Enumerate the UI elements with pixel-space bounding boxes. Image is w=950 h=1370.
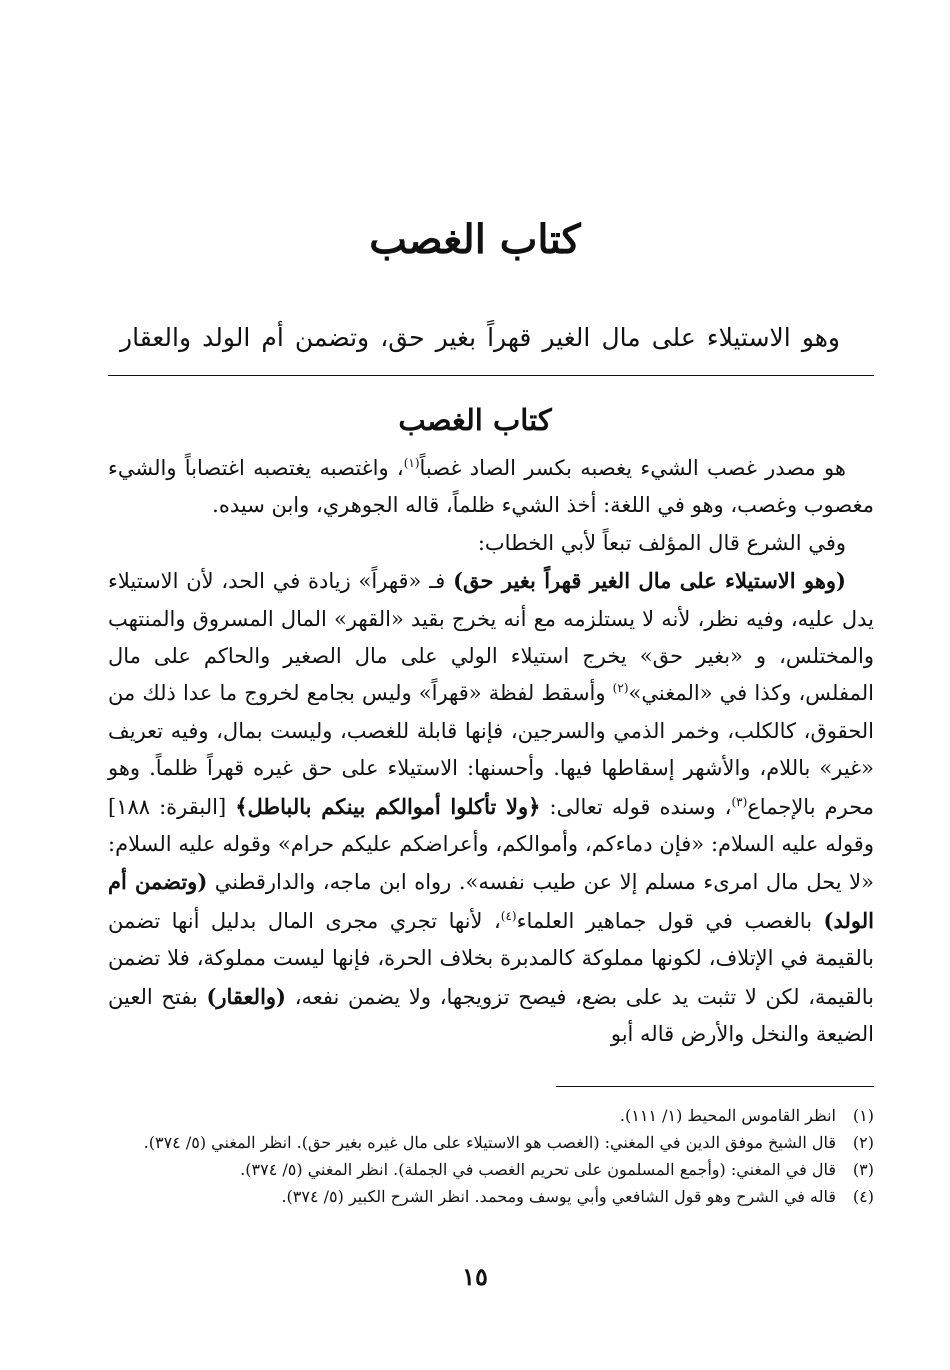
footnote-ref-1: (١)	[403, 456, 420, 470]
footnote-text: انظر القاموس المحيط (١/ ١١١).	[619, 1106, 836, 1125]
chapter-title: كتاب الغصب	[369, 216, 581, 263]
footnote-ref-2: (٢)	[612, 681, 629, 696]
p3-text-4: [البقرة: ١٨٨] وقوله عليه السلام: «فإن دماءكم، وأموالكم، وأعراضكم عليكم حرام» وقوله عليه السلام: «لا يحل مال امرىء مسلم إلا عن طيب نفسه». رواه ابن ماجه، والدارقطني	[108, 794, 874, 895]
matn-separator-rule	[108, 375, 874, 376]
footnote-item	[108, 1156, 874, 1183]
commentary-paragraph-1	[108, 450, 874, 525]
footnote-text: قال في المغني: (وأجمع المسلمون على تحريم الغصب في الجملة). انظر المغني (٥/ ٣٧٤).	[240, 1160, 836, 1179]
p3-text-3: ، وسنده قوله تعالى:	[540, 794, 732, 819]
p3-text-1: فـ «قهراً» زيادة في الحد، لأن الاستيلاء يدل عليه، وفيه نظر، لأنه لا يستلزمه مع أنه يخرج بقيد «القهر» المال المسروق والمنتهب والمختلس، و «بغير حق» يخرج استيلاء الولي على مال الصغير والحاكم على مال المفلس، وكذا في «المغني»	[108, 569, 874, 706]
p3-bold-matn-2: (وتضمن أم الولد)	[108, 869, 874, 933]
footnote-item	[108, 1183, 874, 1210]
commentary-paragraph-3	[108, 562, 874, 1053]
footnote-item	[108, 1102, 874, 1129]
footnote-number: (١)	[852, 1106, 874, 1125]
footnote-number: (٣)	[852, 1160, 874, 1179]
footnote-ref-4: (٤)	[500, 908, 517, 923]
commentary-paragraph-2: وفي الشرع قال المؤلف تبعاً لأبي الخطاب:	[477, 530, 846, 555]
footnotes-list	[108, 1102, 874, 1210]
footnote-text: قال الشيخ موفق الدين في المغني: (الغصب هو الاستيلاء على مال غيره بغير حق). انظر المغني (٥/ ٣٧٤).	[143, 1133, 836, 1152]
commentary-title: كتاب الغصب	[398, 403, 552, 437]
p1-text-1: هو مصدر غصب الشيء يغصبه بكسر الصاد غصباً	[419, 456, 846, 480]
matn-text: وهو الاستيلاء على مال الغير قهراً بغير حق، وتضمن أم الولد والعقار	[120, 323, 840, 352]
p3-bold-quran-verse: ﴿ولا تأكلوا أموالكم بينكم بالباطل﴾	[235, 793, 541, 819]
p3-bold-matn-1: (وهو الاستيلاء على مال الغير قهراً بغير حق)	[453, 568, 846, 594]
commentary-body	[108, 450, 874, 1054]
p3-bold-matn-3: (والعقار)	[206, 983, 286, 1009]
footnote-number: (٢)	[852, 1133, 874, 1152]
page-number: ١٥	[462, 1262, 488, 1291]
footnote-item	[108, 1129, 874, 1156]
footnote-text: قاله في الشرح وهو قول الشافعي وأبي يوسف ومحمد. انظر الشرح الكبير (٥/ ٣٧٤).	[281, 1187, 836, 1206]
p3-text-2: وأسقط لفظة «قهراً» وليس بجامع لخروج ما عدا ذلك من الحقوق، كالكلب، وخمر الذمي والسرجين، فإنها قابلة للغصب، وليست بمال، وفيه تعريف «غير» باللام، والأشهر إسقاطها فيها. وأحسنها: الاستيلاء على حق غيره قهراً ظلماً. وهو محرم بالإجماع	[108, 681, 875, 819]
footnote-number: (٤)	[852, 1187, 874, 1206]
p3-text-5: بالغصب في قول جماهير العلماء	[516, 908, 824, 933]
footnote-ref-3: (٣)	[731, 794, 748, 809]
p3-text-7: بفتح العين الضيعة والنخل والأرض قاله أبو	[108, 984, 874, 1047]
footnote-separator-rule	[556, 1086, 874, 1087]
p1-text-2: ، واغتصبه يغتصبه اغتصاباً والشيء مغصوب وغصب، وهو في اللغة: أخذ الشيء ظلماً، قاله الجوهري، وابن سيده.	[108, 456, 874, 518]
p3-text-6: ، لأنها تجري مجرى المال بدليل أنها تضمن بالقيمة في الإتلاف، لكونها مملوكة كالمدبرة بخلاف الحرة، فإنها ليست مملوكة، فلا تضمن بالقيمة، لكن لا تثبت يد على بضع، فيصح تزويجها، ولا يضمن نفعه،	[108, 908, 875, 1009]
